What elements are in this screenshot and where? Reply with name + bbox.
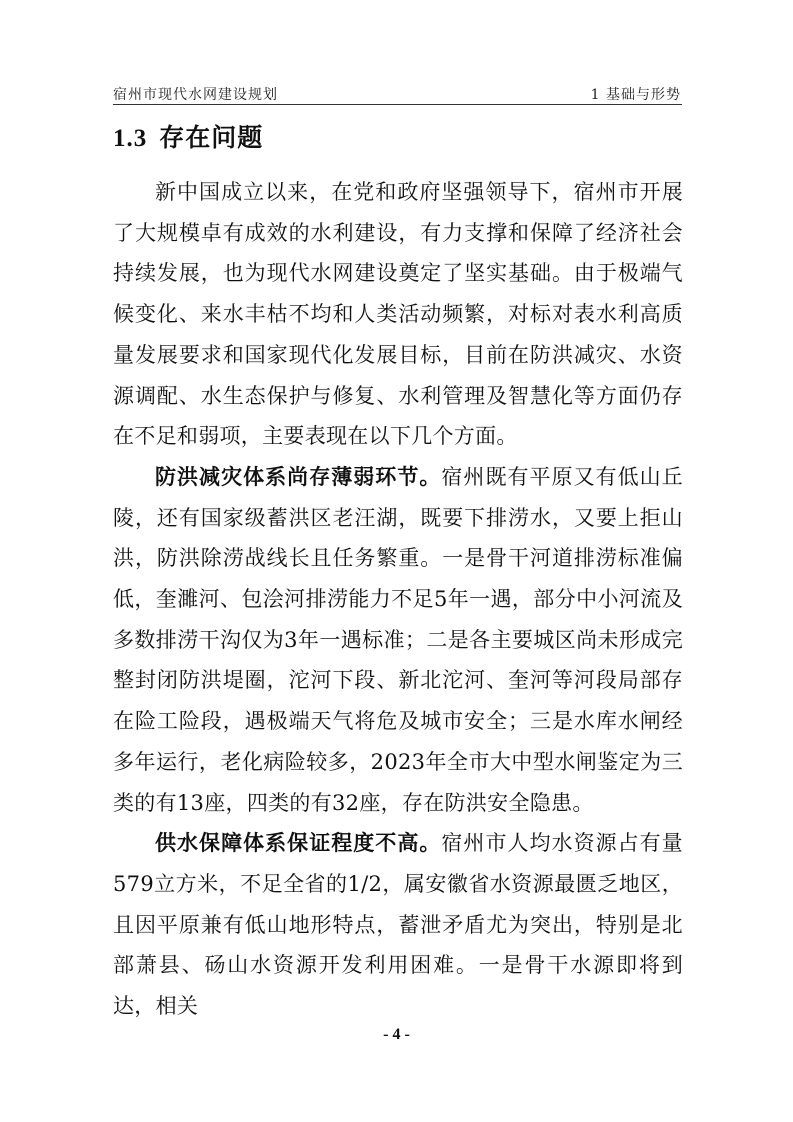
paragraph-lead: 供水保障体系保证程度不高。 xyxy=(155,830,442,856)
section-number: 1.3 xyxy=(113,125,148,152)
section-title-text: 存在问题 xyxy=(159,123,264,152)
running-header xyxy=(113,84,681,104)
paragraph-text: 宿州市人均水资源占有量579立方米，不足全省的1/2，属安徽省水资源最匮乏地区，且因平原兼有低山地形特点，蓄泄矛盾尤为突出，特别是北部萧县、砀山水资源开发利用困难。一是骨干水源即将到达，相关 xyxy=(113,831,683,1019)
paragraph-text: 宿州既有平原又有低山丘陵，还有国家级蓄洪区老汪湖，既要下排涝水，又要上拒山洪，防洪除涝战线长且任务繁重。一是骨干河道排涝标准偏低，奎濉河、包浍河排涝能力不足5年一遇，部分中小河流及多数排涝干沟仅为3年一遇标准；二是各主要城区尚未形成完整封闭防洪堤圈，沱河下段、新北沱河、奎河等河段局部存在险工险段，遇极端天气将危及城市安全；三是水库水闸经多年运行，老化病险较多，2023年全市大中型水闸鉴定为三类的有13座，四类的有32座，存在防洪安全隐患。 xyxy=(113,464,683,815)
header-rule xyxy=(113,104,682,105)
document-title-header: 宿州市现代水网建设规划 xyxy=(113,87,278,103)
paragraph-lead: 防洪减灾体系尚存薄弱环节。 xyxy=(155,463,442,489)
page-number: - 4 - xyxy=(383,1026,410,1043)
paragraph-flood-control xyxy=(113,457,683,823)
paragraph-text: 新中国成立以来，在党和政府坚强领导下，宿州市开展了大规模卓有成效的水利建设，有力支撑和保障了经济社会持续发展，也为现代水网建设奠定了坚实基础。由于极端气候变化、来水丰枯不均和人类活动频繁，对标对表水利高质量发展要求和国家现代化发展目标，目前在防洪减灾、水资源调配、水生态保护与修复、水利管理及智慧化等方面仍存在不足和弱项，主要表现在以下几个方面。 xyxy=(113,180,683,449)
body-text xyxy=(113,172,683,1027)
chapter-header: 1 基础与形势 xyxy=(590,87,681,103)
section-heading xyxy=(113,118,263,154)
paragraph-water-supply xyxy=(113,823,683,1027)
paragraph-intro xyxy=(113,172,683,457)
